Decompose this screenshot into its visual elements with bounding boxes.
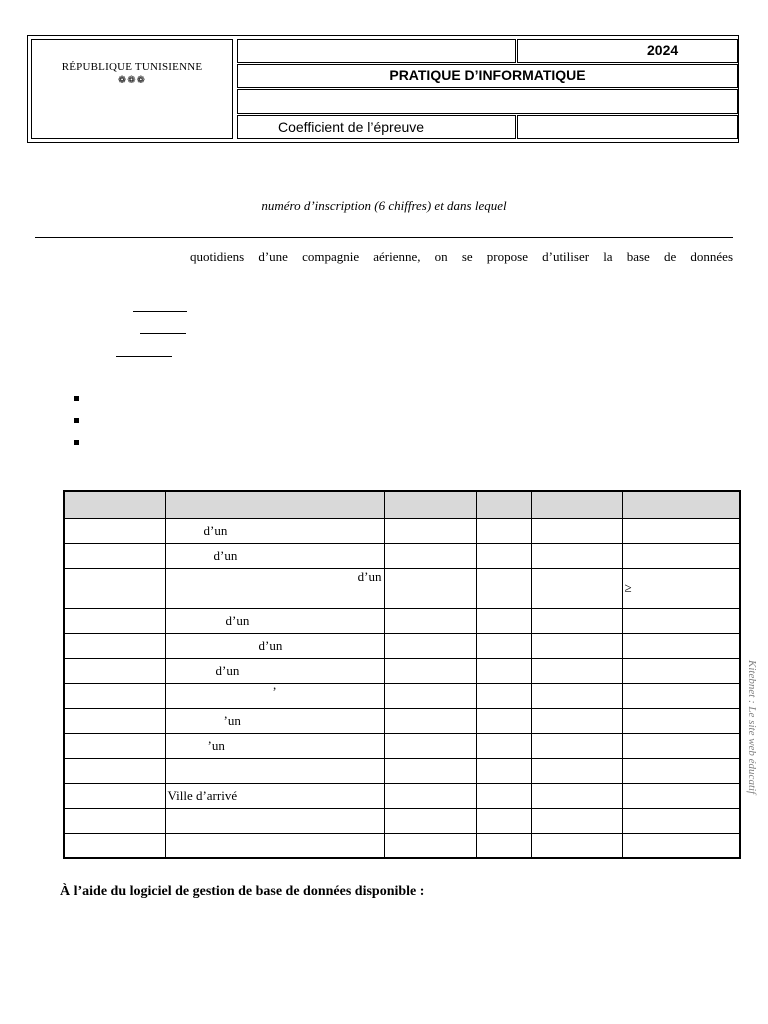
- year-cell: [517, 39, 738, 63]
- table-cell: [476, 633, 531, 658]
- table-cell: [622, 608, 740, 633]
- bullet-icon: [74, 396, 79, 401]
- coefficient-label: Coefficient de l’épreuve: [278, 119, 425, 135]
- table-cell: [384, 708, 476, 733]
- table-cell: [384, 833, 476, 858]
- country-name: RÉPUBLIQUE TUNISIENNE: [61, 61, 203, 73]
- table-row: [64, 608, 740, 633]
- table-cell: [64, 808, 165, 833]
- emblem-icon: ❁❁❁: [117, 75, 147, 86]
- table-cell: [622, 783, 740, 808]
- table-cell: [622, 633, 740, 658]
- header-cell: [531, 491, 622, 518]
- table-cell: [384, 633, 476, 658]
- table-cell: [531, 833, 622, 858]
- header-cell: [476, 491, 531, 518]
- table-cell: d’un: [165, 608, 384, 633]
- table-cell: [476, 608, 531, 633]
- table-cell: d’un: [165, 633, 384, 658]
- table-cell: [531, 783, 622, 808]
- table-cell: [622, 518, 740, 543]
- table-cell: [384, 658, 476, 683]
- table-row: [64, 833, 740, 858]
- table-cell: d’un: [165, 543, 384, 568]
- table-cell: [531, 683, 622, 708]
- table-cell: [165, 758, 384, 783]
- table-cell: [476, 708, 531, 733]
- table-cell: Ville d’arrivé: [165, 783, 384, 808]
- table-cell: [64, 783, 165, 808]
- table-cell: [64, 568, 165, 608]
- table-cell: [531, 633, 622, 658]
- table-row: [64, 633, 740, 658]
- header-cell-blank-1: [237, 39, 516, 63]
- table-cell: [531, 808, 622, 833]
- table-cell: [531, 608, 622, 633]
- fields-table: [63, 490, 741, 859]
- header-cell: [384, 491, 476, 518]
- table-cell: [384, 518, 476, 543]
- table-cell: [64, 833, 165, 858]
- table-row: [64, 808, 740, 833]
- header-cell: [165, 491, 384, 518]
- table-cell: [531, 708, 622, 733]
- exam-year: 2024: [647, 42, 679, 58]
- exam-subject: PRATIQUE D’INFORMATIQUE: [389, 67, 586, 83]
- table-cell: [476, 683, 531, 708]
- table-cell: [165, 833, 384, 858]
- instruction-line: numéro d’inscription (6 chiffres) et dans lequel: [261, 198, 507, 213]
- table-cell: [64, 758, 165, 783]
- country-block: [31, 39, 233, 139]
- table-row: [64, 568, 740, 608]
- table-cell: [476, 758, 531, 783]
- table-cell: [476, 808, 531, 833]
- header-cell: [622, 491, 740, 518]
- subject-cell: [237, 64, 738, 88]
- table-row: [64, 518, 740, 543]
- table-row: [64, 658, 740, 683]
- table-cell: ’: [165, 683, 384, 708]
- table-cell: [476, 658, 531, 683]
- table-cell: [622, 543, 740, 568]
- table-cell: [64, 708, 165, 733]
- table-cell: [476, 733, 531, 758]
- coefficient-value-cell: [517, 115, 738, 139]
- underline-stub: [133, 311, 187, 312]
- bullet-icon: [74, 418, 79, 423]
- table-cell: [476, 833, 531, 858]
- table-row: [64, 543, 740, 568]
- header-cell: [64, 491, 165, 518]
- table-cell: [165, 808, 384, 833]
- table-cell: [64, 683, 165, 708]
- footer-instruction: À l’aide du logiciel de gestion de base de données disponible :: [60, 884, 425, 899]
- table-cell: [531, 658, 622, 683]
- table-cell: [622, 808, 740, 833]
- table-cell: [531, 733, 622, 758]
- bullet-icon: [74, 440, 79, 445]
- table-cell: [622, 658, 740, 683]
- table-cell: [384, 783, 476, 808]
- table-cell: d’un: [165, 658, 384, 683]
- coefficient-cell: [237, 115, 516, 139]
- table-cell: [531, 518, 622, 543]
- separator-line: [35, 237, 733, 238]
- table-header-row: [64, 491, 740, 518]
- table-cell: [531, 568, 622, 608]
- table-cell: [476, 543, 531, 568]
- table-cell: d’un: [165, 518, 384, 543]
- table-cell: [64, 518, 165, 543]
- table-cell: [384, 808, 476, 833]
- table-cell: ’un: [165, 708, 384, 733]
- table-cell: [384, 608, 476, 633]
- table-cell: [476, 518, 531, 543]
- table-cell: [384, 733, 476, 758]
- table-cell: [64, 733, 165, 758]
- table-cell: [384, 543, 476, 568]
- table-cell: [64, 633, 165, 658]
- table-row: [64, 783, 740, 808]
- intro-paragraph: quotidiens d’une compagnie aérienne, on se propose d’utiliser la base de données: [190, 249, 733, 264]
- table-cell: [384, 683, 476, 708]
- table-row: [64, 708, 740, 733]
- underline-stub: [140, 333, 186, 334]
- table-row: [64, 683, 740, 708]
- table-row: [64, 758, 740, 783]
- header-cell-blank-2: [237, 89, 738, 114]
- table-cell: [384, 568, 476, 608]
- table-cell: [622, 758, 740, 783]
- table-cell: [622, 733, 740, 758]
- table-cell: [64, 608, 165, 633]
- table-cell: [64, 658, 165, 683]
- table-cell: ≥: [622, 568, 740, 608]
- table-cell: [622, 683, 740, 708]
- table-cell: [476, 568, 531, 608]
- table-cell: d’un: [165, 568, 384, 608]
- table-cell: [531, 758, 622, 783]
- table-cell: [622, 708, 740, 733]
- underline-stub: [116, 356, 172, 357]
- table-cell: [531, 543, 622, 568]
- watermark-text: Kitebnet : Le site web éducatif: [746, 660, 758, 795]
- table-cell: [64, 543, 165, 568]
- table-cell: [384, 758, 476, 783]
- table-cell: [476, 783, 531, 808]
- table-cell: ’un: [165, 733, 384, 758]
- table-row: [64, 733, 740, 758]
- table-cell: [622, 833, 740, 858]
